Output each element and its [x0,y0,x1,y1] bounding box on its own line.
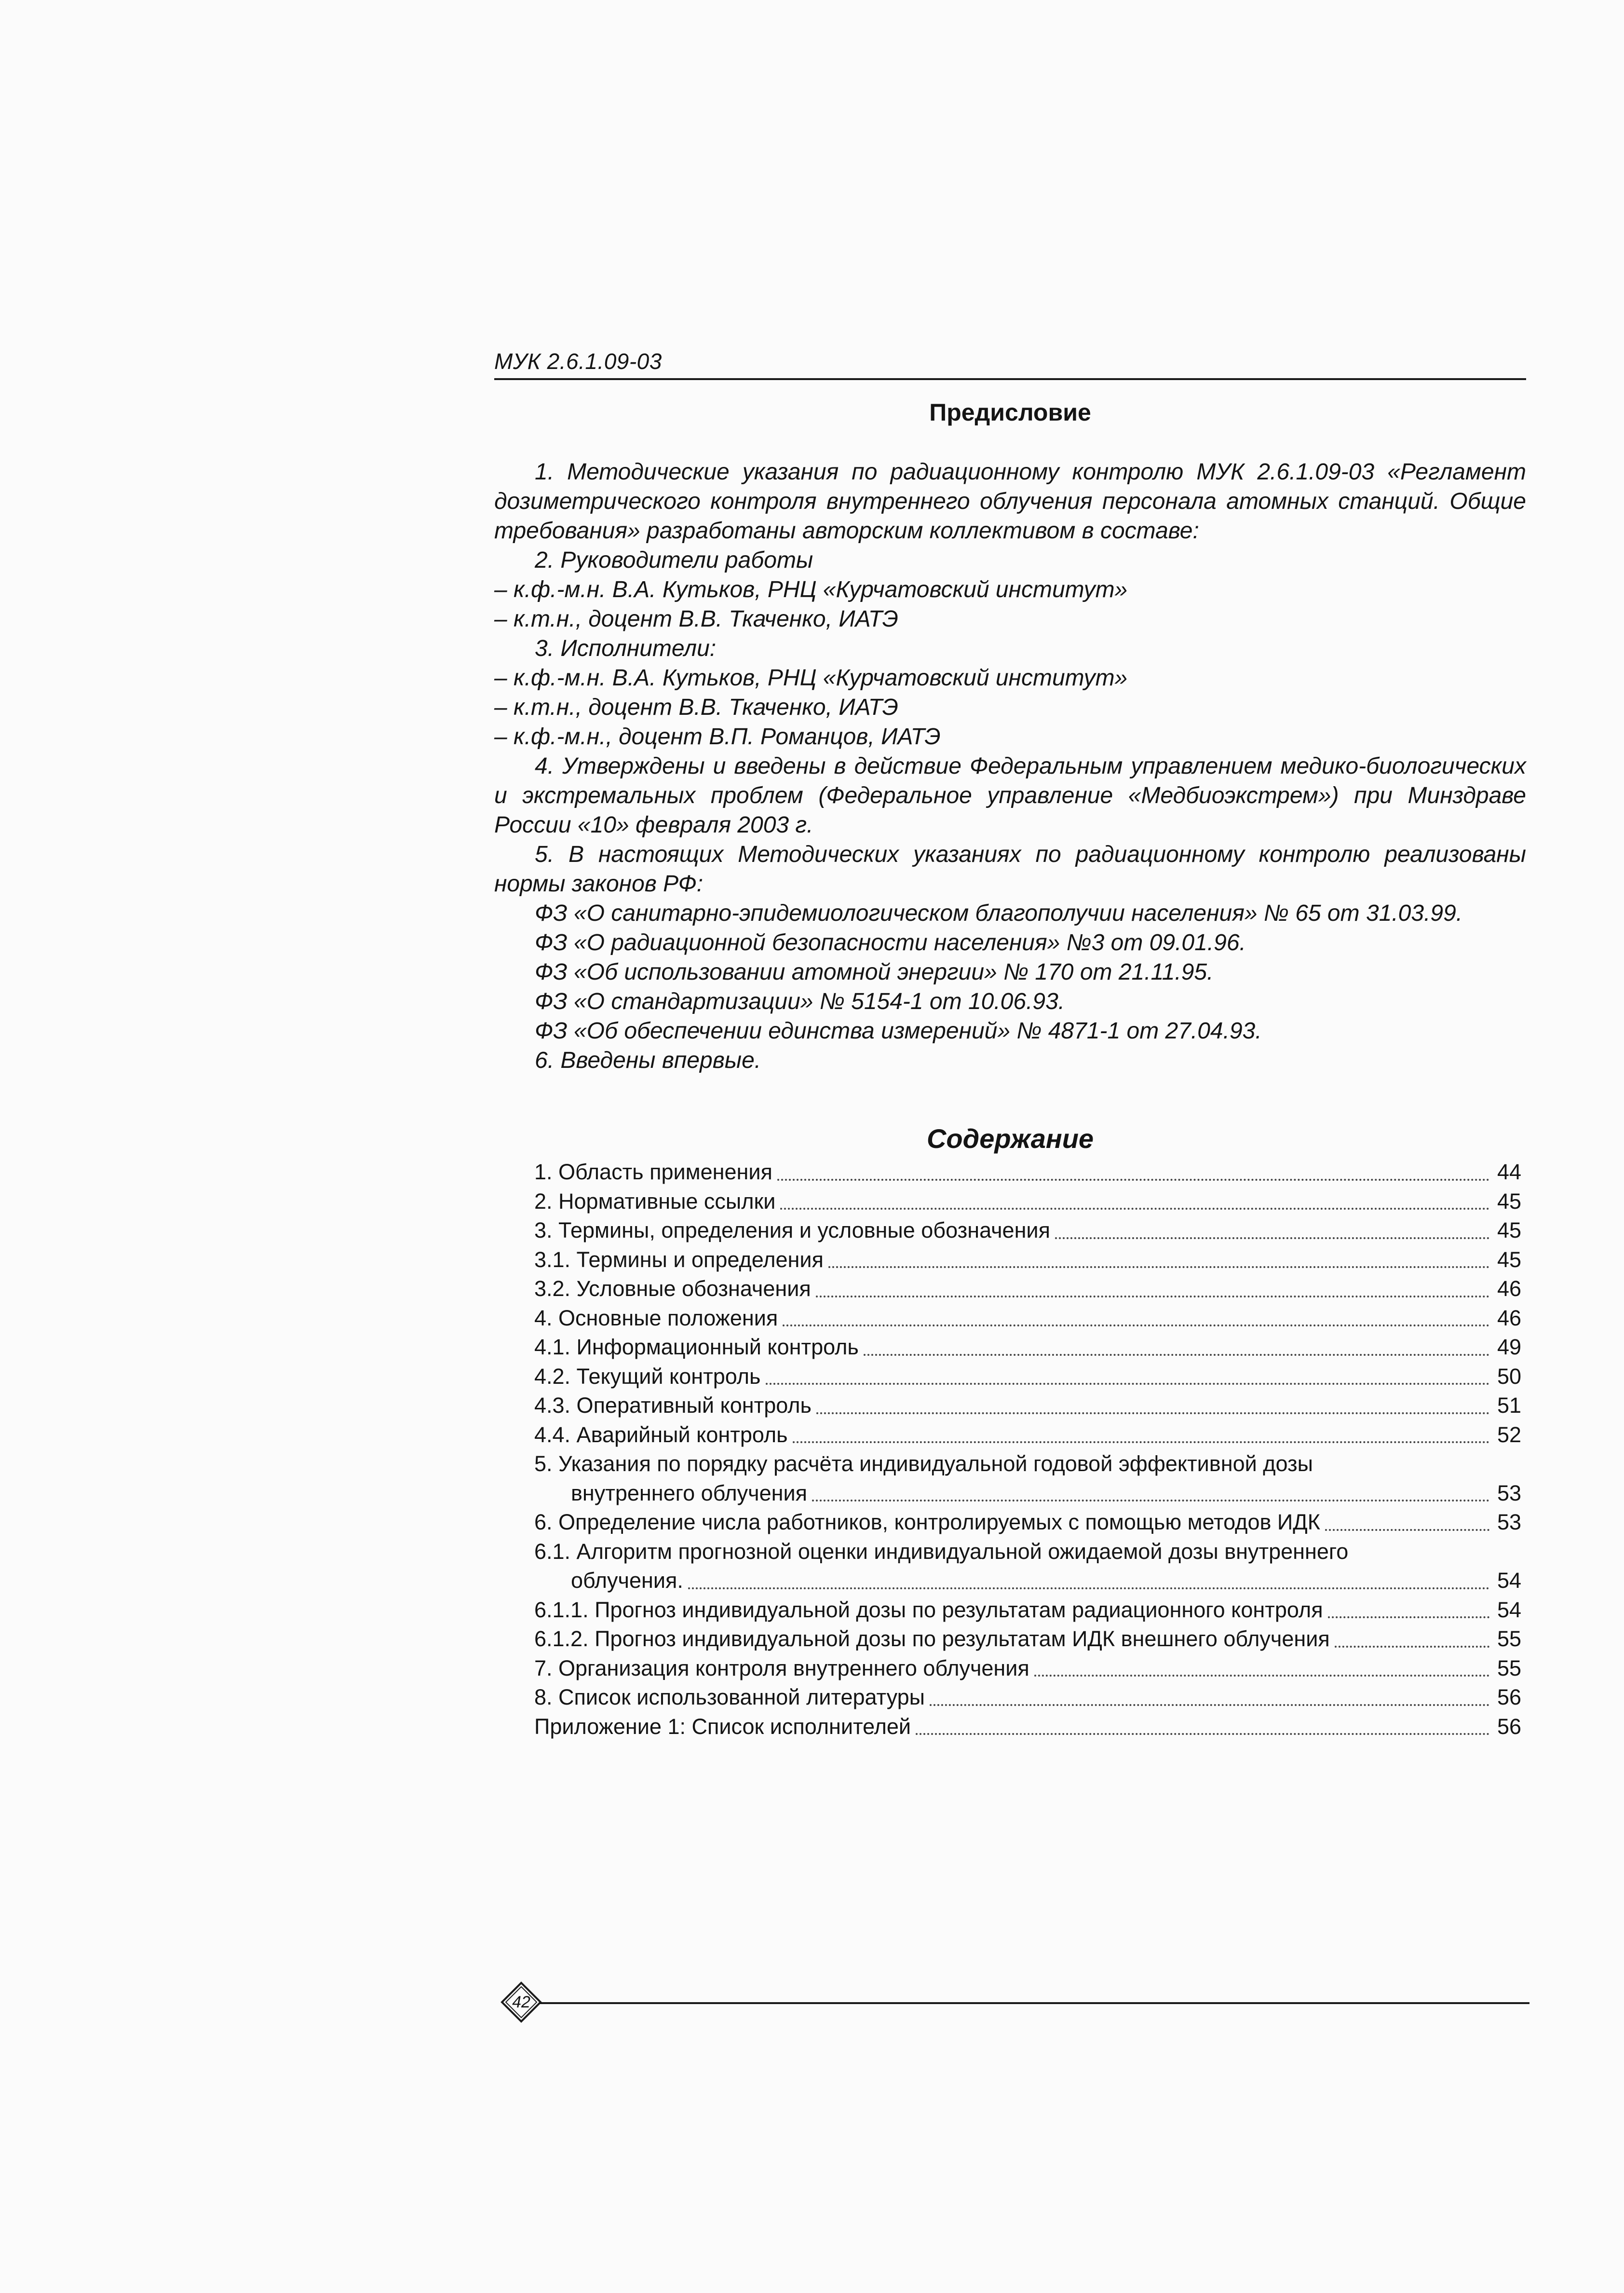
toc-entry[interactable] [534,1712,1521,1742]
toc-entry-label: 4. Основные положения [534,1305,778,1330]
law-reference: ФЗ «Об обеспечении единства измерений» № 4871-1 от 27.04.93. [535,1018,1262,1044]
toc-entry[interactable] [534,1274,1521,1304]
toc-entry-page: 56 [1497,1714,1521,1739]
toc-entry-label: Приложение 1: Список исполнителей [534,1714,911,1739]
toc-leader [816,1412,1489,1414]
law-reference: ФЗ «Об использовании атомной энергии» № 170 от 21.11.95. [535,959,1214,985]
toc-entry-label: 6. Определение числа работников, контролируемых с помощью методов ИДК [534,1510,1320,1534]
toc-entry-page: 54 [1497,1597,1521,1622]
toc-entry-page: 45 [1497,1218,1521,1242]
toc-leader [688,1587,1489,1589]
toc-entry-page: 56 [1497,1685,1521,1709]
toc-entry[interactable] [534,1420,1521,1450]
toc-entry[interactable] [534,1596,1521,1625]
toc-entry-page: 45 [1497,1247,1521,1272]
page-number: 42 [512,1993,530,2011]
toc-leader [1335,1646,1489,1648]
preface-list-item: – к.т.н., доцент В.В. Ткаченко, ИАТЭ [494,695,898,720]
table-of-contents [534,1158,1521,1741]
toc-entry-page: 55 [1497,1626,1521,1651]
toc-entry-first-line[interactable]: 5. Указания по порядку расчёта индивидуальной годовой эффективной дозы [534,1451,1313,1476]
toc-entry-page: 53 [1497,1480,1521,1505]
toc-entry-page: 54 [1497,1568,1521,1593]
toc-entry-label: 4.4. Аварийный контроль [534,1422,788,1447]
toc-entry-page: 51 [1497,1393,1521,1418]
footer-rule [540,2002,1529,2004]
law-reference: ФЗ «О радиационной безопасности населения» №3 от 09.01.96. [535,930,1246,955]
toc-entry-page: 44 [1497,1160,1521,1184]
toc-entry-label: внутреннего облучения [571,1480,807,1505]
preface-body [494,457,1526,1075]
header-rule [494,378,1526,380]
toc-leader [816,1296,1489,1297]
toc-entry-label: 4.3. Оперативный контроль [534,1393,812,1418]
toc-entry-label: 3.2. Условные обозначения [534,1276,811,1301]
toc-entry[interactable] [534,1391,1521,1420]
toc-leader [864,1354,1489,1356]
toc-entry[interactable] [534,1479,1521,1508]
toc-leader [1325,1529,1489,1531]
toc-leader [828,1266,1489,1268]
law-reference: ФЗ «О стандартизации» № 5154-1 от 10.06.93. [535,989,1065,1014]
toc-leader [793,1441,1489,1443]
preface-list-item: – к.ф.-м.н., доцент В.П. Романцов, ИАТЭ [494,724,941,750]
toc-leader [1055,1237,1489,1239]
toc-entry-page: 53 [1497,1510,1521,1534]
toc-entry-label: 2. Нормативные ссылки [534,1188,776,1214]
toc-entry[interactable] [534,1333,1521,1362]
toc-entry[interactable] [534,1304,1521,1333]
toc-leader [930,1704,1489,1706]
law-reference: ФЗ «О санитарно-эпидемиологическом благополучии населения» № 65 от 31.03.99. [535,901,1463,926]
toc-entry-label: 3. Термины, определения и условные обозначения [534,1218,1050,1242]
preface-item-6: 6. Введены впервые. [535,1048,761,1073]
preface-list-item: – к.ф.-м.н. В.А. Кутьков, РНЦ «Курчатовский институт» [494,577,1128,602]
toc-entry-label: 4.1. Информационный контроль [534,1335,859,1359]
toc-leader [1328,1616,1489,1618]
toc-leader [1034,1675,1489,1677]
toc-leader [783,1324,1489,1326]
toc-entry[interactable] [534,1508,1521,1537]
toc-entry-page: 49 [1497,1335,1521,1359]
toc-leader [766,1383,1490,1385]
toc-entry[interactable] [534,1187,1521,1216]
preface-list-item: – к.ф.-м.н. В.А. Кутьков, РНЦ «Курчатовский институт» [494,665,1128,691]
toc-entry-page: 46 [1497,1276,1521,1301]
toc-entry-label: 8. Список использованной литературы [534,1685,925,1709]
toc-entry-page: 46 [1497,1305,1521,1330]
toc-title: Содержание [926,1123,1094,1154]
toc-leader [780,1208,1489,1210]
toc-entry-page: 55 [1497,1655,1521,1680]
preface-item-5: 5. В настоящих Методических указаниях по радиационному контролю реализованы нормы законов РФ: [494,842,1526,897]
preface-item-4: 4. Утверждены и введены в действие Федеральным управлением медико-биологических и экстремальных проблем (Федеральное управление «Медбиоэкстрем») при Минздраве России «10» февраля 2003 г. [494,753,1526,838]
document-code: МУК 2.6.1.09-03 [494,349,662,374]
toc-leader [916,1733,1489,1735]
preface-item-2: 2. Руководители работы [535,547,813,573]
preface-item-1: 1. Методические указания по радиационному контролю МУК 2.6.1.09-03 «Регламент дозиметрического контроля внутреннего облучения персонала атомных станций. Общие требования» разработаны авторским коллективом в составе: [494,459,1526,544]
toc-entry-page: 45 [1497,1188,1521,1214]
preface-item-3: 3. Исполнители: [535,636,717,661]
toc-entry-label: 7. Организация контроля внутреннего облучения [534,1655,1029,1680]
toc-entry[interactable] [534,1654,1521,1683]
toc-entry[interactable] [534,1362,1521,1392]
preface-title: Предисловие [929,399,1091,426]
preface-list-item: – к.т.н., доцент В.В. Ткаченко, ИАТЭ [494,606,898,632]
toc-entry-label: 3.1. Термины и определения [534,1247,824,1272]
toc-entry[interactable] [534,1245,1521,1275]
toc-entry-label: 6.1.1. Прогноз индивидуальной дозы по результатам радиационного контроля [534,1597,1323,1622]
toc-entry[interactable] [534,1683,1521,1712]
toc-leader [812,1500,1489,1501]
toc-entry-page: 52 [1497,1422,1521,1447]
toc-entry-label: 6.1.2. Прогноз индивидуальной дозы по результатам ИДК внешнего облучения [534,1626,1330,1651]
toc-leader [777,1179,1489,1181]
toc-entry-label: 4.2. Текущий контроль [534,1364,761,1389]
toc-entry[interactable] [534,1216,1521,1245]
toc-entry[interactable] [534,1566,1521,1596]
toc-entry[interactable] [534,1158,1521,1187]
toc-entry-first-line[interactable]: 6.1. Алгоритм прогнозной оценки индивидуальной ожидаемой дозы внутреннего [534,1539,1349,1564]
toc-entry[interactable] [534,1624,1521,1654]
toc-entry-label: 1. Область применения [534,1160,772,1184]
toc-entry-page: 50 [1497,1364,1521,1389]
toc-entry-label: облучения. [571,1568,683,1593]
